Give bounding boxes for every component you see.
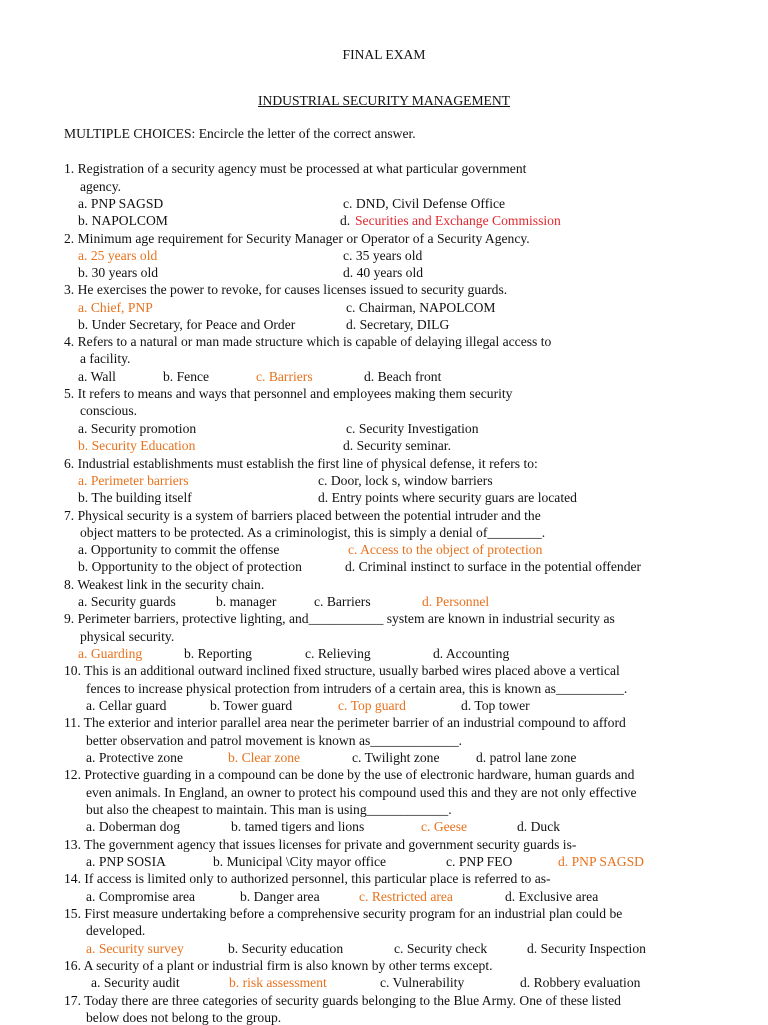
option[interactable]: d. patrol lane zone — [476, 750, 577, 765]
option[interactable]: a. Cellar guard — [86, 698, 167, 713]
question-stem: 3. He exercises the power to revoke, for causes licenses issued to security guards. — [64, 282, 508, 297]
exam-title: FINAL EXAM — [342, 47, 426, 62]
question-stem: a facility. — [80, 351, 131, 366]
option[interactable]: a. Security audit — [91, 975, 180, 990]
option[interactable]: b. Opportunity to the object of protection — [78, 559, 302, 574]
option[interactable]: c. Relieving — [305, 646, 371, 661]
option[interactable]: d. Top tower — [461, 698, 530, 713]
question-stem: 5. It refers to means and ways that personnel and employees making them security — [64, 386, 513, 401]
correct-answer[interactable]: c. Restricted area — [359, 889, 453, 904]
option[interactable]: a. Wall — [78, 369, 116, 384]
option[interactable]: d. Duck — [517, 819, 561, 834]
option[interactable]: a. Security promotion — [78, 421, 197, 436]
correct-answer[interactable]: c. Access to the object of protection — [348, 542, 543, 557]
correct-answer[interactable]: c. Barriers — [256, 369, 313, 384]
question-stem: 9. Perimeter barriers, protective lighting, and___________ system are known in industrial security as — [64, 611, 615, 626]
option[interactable]: b. Tower guard — [210, 698, 293, 713]
option[interactable]: c. PNP FEO — [446, 854, 513, 869]
correct-answer[interactable]: a. Guarding — [78, 646, 143, 661]
option[interactable]: b. Municipal \City mayor office — [213, 854, 387, 869]
option[interactable]: b. Under Secretary, for Peace and Order — [78, 317, 296, 332]
option[interactable]: d. Exclusive area — [505, 889, 599, 904]
option[interactable]: b. Danger area — [240, 889, 320, 904]
option[interactable]: b. manager — [216, 594, 277, 609]
correct-answer[interactable]: Securities and Exchange Commission — [355, 213, 561, 228]
option[interactable]: a. Opportunity to commit the offense — [78, 542, 280, 557]
option[interactable]: b. tamed tigers and lions — [231, 819, 365, 834]
question-stem: 13. The government agency that issues licenses for private and government security guards is- — [64, 837, 577, 852]
instructions: MULTIPLE CHOICES: Encircle the letter of the correct answer. — [64, 126, 416, 141]
option[interactable]: b. Reporting — [184, 646, 252, 661]
option[interactable]: c. DND, Civil Defense Office — [343, 196, 506, 211]
correct-answer[interactable]: c. Top guard — [338, 698, 406, 713]
question-stem: agency. — [80, 179, 122, 194]
option[interactable]: a. Protective zone — [86, 750, 184, 765]
correct-answer[interactable]: a. Chief, PNP — [78, 300, 153, 315]
question-stem: 6. Industrial establishments must establish the first line of physical defense, it refers to: — [64, 456, 538, 471]
question-stem: 17. Today there are three categories of security guards belonging to the Blue Army. One of these listed — [64, 993, 621, 1008]
question-stem: below does not belong to the group. — [86, 1010, 282, 1025]
question-stem: 7. Physical security is a system of barriers placed between the potential intruder and the — [64, 508, 541, 523]
question-stem: 2. Minimum age requirement for Security Manager or Operator of a Security Agency. — [64, 231, 530, 246]
correct-answer[interactable]: a. Perimeter barriers — [78, 473, 189, 488]
option[interactable]: d. Security Inspection — [527, 941, 646, 956]
question-stem: 15. First measure undertaking before a comprehensive security program for an industrial plan could be — [64, 906, 623, 921]
option[interactable]: d. Beach front — [364, 369, 442, 384]
correct-answer[interactable]: d. PNP SAGSD — [558, 854, 644, 869]
question-stem: conscious. — [80, 403, 138, 418]
option[interactable]: b. 30 years old — [78, 265, 159, 280]
option[interactable]: c. Twilight zone — [352, 750, 440, 765]
option[interactable]: b. The building itself — [78, 490, 192, 505]
question-stem: 12. Protective guarding in a compound can be done by the use of electronic hardware, human guards and — [64, 767, 635, 782]
question-stem: 11. The exterior and interior parallel area near the perimeter barrier of an industrial compound to afford — [64, 715, 626, 730]
correct-answer[interactable]: d. Personnel — [422, 594, 490, 609]
option[interactable]: c. Chairman, NAPOLCOM — [346, 300, 496, 315]
correct-answer[interactable]: a. Security survey — [86, 941, 184, 956]
option[interactable]: d. Secretary, DILG — [346, 317, 450, 332]
option[interactable]: d. Entry points where security guars are located — [318, 490, 577, 505]
question-stem: 14. If access is limited only to authorized personnel, this particular place is referred to as- — [64, 871, 551, 886]
question-stem: even animals. In England, an owner to protect his compound used this and they are not only effective — [86, 785, 637, 800]
correct-answer[interactable]: b. risk assessment — [229, 975, 327, 990]
question-stem: 16. A security of a plant or industrial firm is also known by other terms except. — [64, 958, 493, 973]
option[interactable]: a. Doberman dog — [86, 819, 180, 834]
option[interactable]: d. Accounting — [433, 646, 510, 661]
option[interactable]: d. Criminal instinct to surface in the potential offender — [345, 559, 642, 574]
option[interactable]: c. Door, lock s, window barriers — [318, 473, 493, 488]
option[interactable]: b. NAPOLCOM — [78, 213, 168, 228]
question-stem: but also the cheapest to maintain. This man is using____________. — [86, 802, 452, 817]
option[interactable]: c. 35 years old — [343, 248, 423, 263]
option[interactable]: c. Security Investigation — [346, 421, 479, 436]
question-stem: 4. Refers to a natural or man made structure which is capable of delaying illegal access to — [64, 334, 552, 349]
question-stem: 1. Registration of a security agency must be processed at what particular government — [64, 161, 527, 176]
correct-answer[interactable]: c. Geese — [421, 819, 468, 834]
option-letter[interactable]: d. — [340, 213, 351, 228]
option[interactable]: a. PNP SOSIA — [86, 854, 166, 869]
option[interactable]: b. Fence — [163, 369, 210, 384]
question-stem: physical security. — [80, 629, 175, 644]
option[interactable]: a. PNP SAGSD — [78, 196, 164, 211]
question-stem: 8. Weakest link in the security chain. — [64, 577, 265, 592]
question-stem: fences to increase physical protection from intruders of a certain area, this is known as__________. — [86, 681, 628, 696]
subject-title: INDUSTRIAL SECURITY MANAGEMENT — [258, 93, 510, 108]
question-stem: 10. This is an additional outward inclined fixed structure, usually barbed wires placed above a vertical — [64, 663, 620, 678]
correct-answer[interactable]: b. Security Education — [78, 438, 196, 453]
option[interactable]: c. Barriers — [314, 594, 371, 609]
option[interactable]: d. 40 years old — [343, 265, 424, 280]
question-stem: better observation and patrol movement is known as_____________. — [86, 733, 463, 748]
option[interactable]: b. Security education — [228, 941, 344, 956]
option[interactable]: c. Security check — [394, 941, 488, 956]
option[interactable]: c. Vulnerability — [380, 975, 465, 990]
option[interactable]: a. Security guards — [78, 594, 176, 609]
option[interactable]: d. Security seminar. — [343, 438, 451, 453]
question-stem: object matters to be protected. As a criminologist, this is simply a denial of________. — [80, 525, 546, 540]
option[interactable]: d. Robbery evaluation — [520, 975, 641, 990]
correct-answer[interactable]: a. 25 years old — [78, 248, 158, 263]
question-stem: developed. — [86, 923, 146, 938]
correct-answer[interactable]: b. Clear zone — [228, 750, 301, 765]
option[interactable]: a. Compromise area — [86, 889, 196, 904]
